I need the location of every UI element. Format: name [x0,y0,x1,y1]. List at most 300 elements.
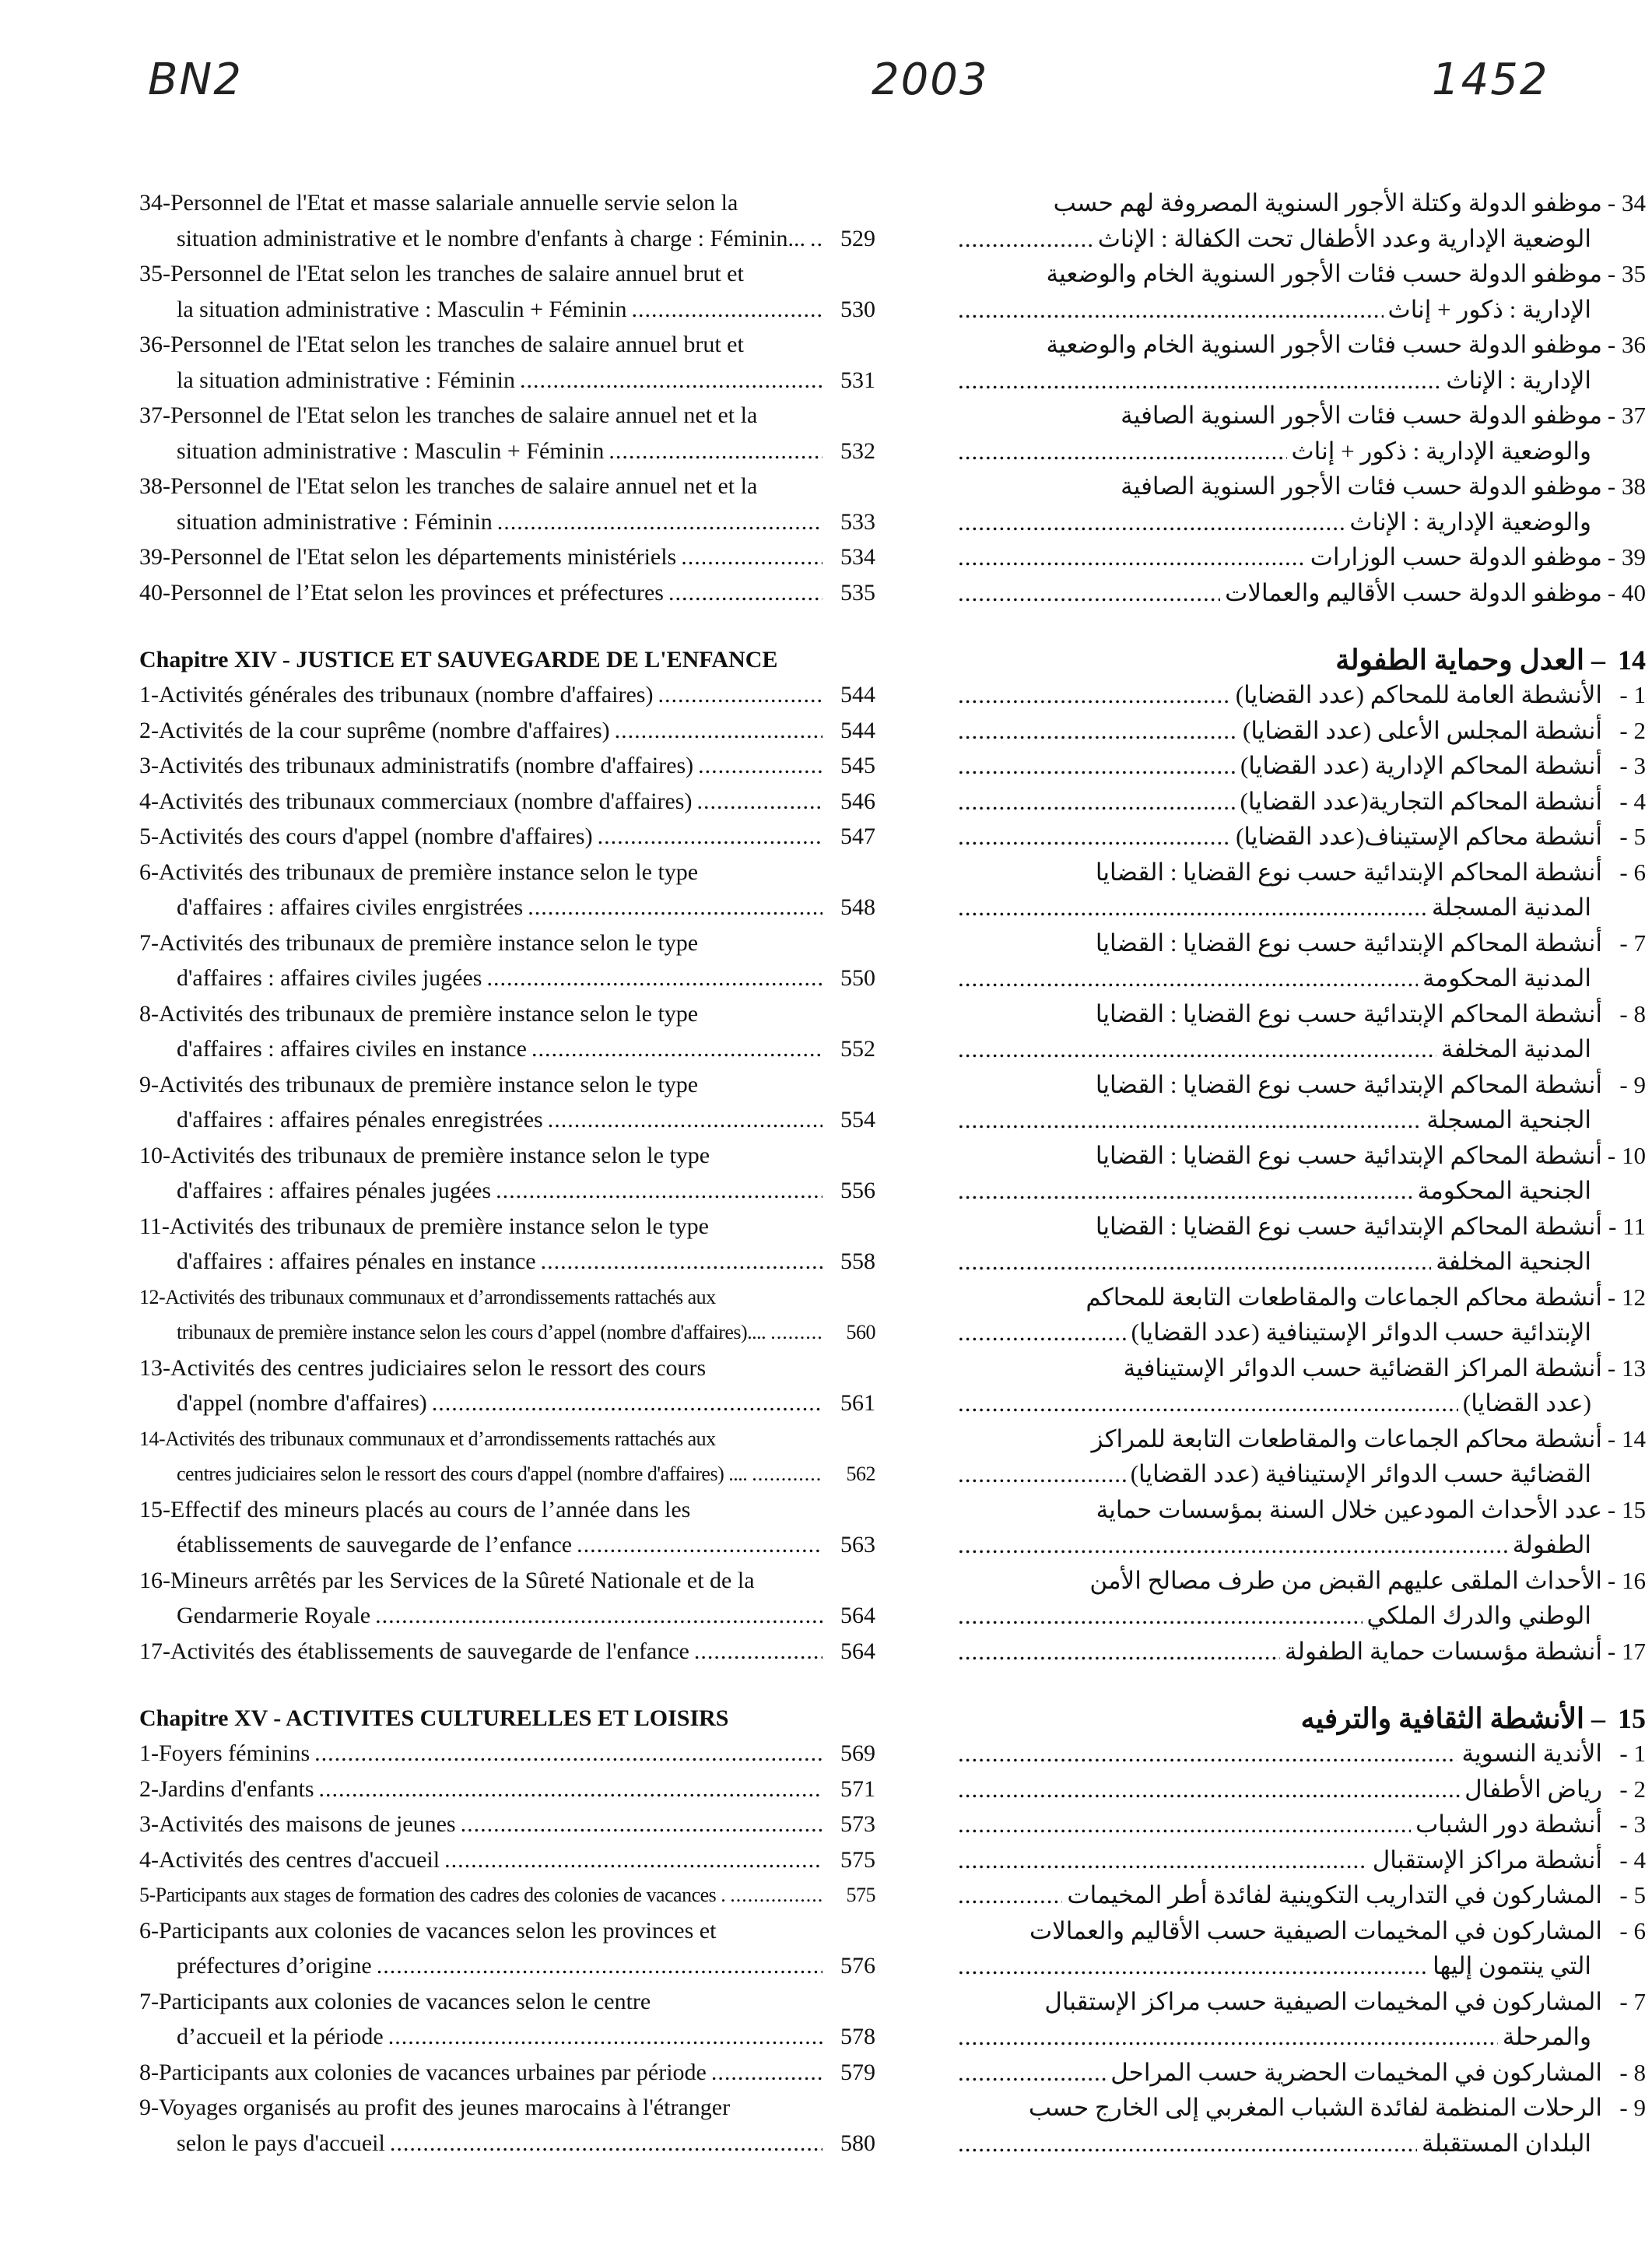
entry-number-ar: 40 - [1607,578,1646,606]
leader-dots [632,292,822,328]
page-number: 571 [840,1775,875,1802]
entry-line [128,2019,875,2055]
page-number: 580 [840,2130,875,2156]
toc-entry-ar [953,2055,1646,2091]
entry-title-text-ar: المدنية المحكومة [1422,964,1591,992]
leader-dots [658,677,822,713]
leader-dots [958,1598,1363,1634]
toc-entry-ar [953,1067,1646,1138]
toc-entry-ar [953,748,1646,784]
leader-dots [958,1173,1412,1209]
leader-dots [497,504,822,540]
entry-number-ar: 13 - [1607,1354,1646,1382]
leader-dots [711,2055,822,2091]
toc-entry-fr [128,1913,875,1984]
toc-entry-fr [128,2055,875,2091]
entry-title-text: situation administrative : Féminin [177,508,493,535]
leader-dots [388,2019,822,2055]
entry-title-text: selon le pays d'accueil [177,2130,385,2156]
entry-line-ar [953,221,1646,257]
entry-title-text-ar: أنشطة المحاكم الإبتدائية حسب نوع القضايا : القضايا [1095,1212,1602,1240]
leader-dots [528,890,822,925]
entry-title-text-ar: أنشطة محاكم الجماعات والمقاطعات التابعة للمحاكم [1086,1283,1602,1311]
leader-dots [958,292,1384,328]
leader-dots [770,1315,822,1350]
entry-line-ar [953,1315,1646,1350]
entry-title-text: 38-Personnel de l'Etat selon les tranches de salaire annuel net et la [139,473,758,499]
entry-line [128,504,875,540]
entry-title-text: établissements de sauvegarde de l’enfance [177,1532,573,1557]
page-number: 535 [840,579,875,606]
entry-line [128,1067,875,1103]
entry-line [128,398,875,434]
leader-dots [548,1102,822,1138]
entry-number-ar: 6 - [1619,1916,1646,1944]
entry-title-text: 7-Participants aux colonies de vacances selon le centre [139,1988,651,2014]
page-number: 545 [840,753,875,778]
entry-title-text: d'affaires : affaires civiles jugées [177,965,482,991]
entry-title-text: 6-Participants aux colonies de vacances selon les provinces et [139,1917,717,1944]
entry-line [128,819,875,855]
entry-line-ar [953,1492,1646,1528]
chapter-title-ar: – الأنشطة الثقافية والترفيه [1300,1703,1605,1734]
toc-entry-ar [953,539,1646,575]
page-number: 562 [846,1463,875,1485]
entry-line [128,748,875,784]
entry-title-text-ar: عدد الأحداث المودعين خلال السنة بمؤسسات حماية [1096,1495,1602,1523]
toc-entry-fr [128,1634,875,1670]
entry-line-ar [953,1067,1646,1103]
page-number: 544 [840,682,875,708]
page-number: 548 [840,894,875,920]
page-number: 530 [840,296,875,322]
leader-dots [520,363,822,399]
entry-line-ar [953,185,1646,221]
entry-line-ar [953,327,1646,363]
leader-dots [958,434,1287,469]
toc-entry-fr [128,713,875,749]
entry-line [128,1948,875,1984]
entry-number-ar: 16 - [1607,1566,1646,1594]
entry-number-ar: 1 - [1619,1740,1646,1767]
leader-dots [461,1807,822,1842]
entry-number-ar: 3 - [1619,752,1646,779]
entry-line [128,996,875,1032]
entry-line [128,1736,875,1772]
leader-dots [958,1031,1436,1067]
toc-entry-fr [128,1209,875,1280]
entry-line [128,1102,875,1138]
entry-line [128,2126,875,2161]
leader-dots [314,1736,822,1772]
entry-title-text-ar: الطفولة [1512,1531,1591,1558]
entry-line-ar [953,1598,1646,1634]
entry-title-text: tribunaux de première instance selon les cours d’appel (nombre d'affaires).... [177,1321,766,1343]
entry-title-text: 1-Foyers féminins [139,1740,310,1766]
entry-line-ar [953,2019,1646,2055]
entry-title-text: 5-Activités des cours d'appel (nombre d'affaires) [139,823,593,849]
entry-line-ar [953,1527,1646,1563]
entry-title-text: 2-Activités de la cour suprême (nombre d'affaires) [139,717,610,743]
entry-title-text: 17-Activités des établissements de sauvegarde de l'enfance [139,1638,689,1664]
toc-entry-fr [128,539,875,575]
entry-line-ar [953,398,1646,434]
handwritten-year: 2003 [872,54,989,105]
entry-number-ar: 11 - [1608,1212,1646,1240]
toc-entry-fr [128,1421,875,1492]
page-number: 561 [840,1390,875,1416]
section-ar [953,643,1646,1669]
section-ar [953,1701,1646,2161]
leader-dots [541,1244,822,1280]
entry-number-ar: 9 - [1619,2094,1646,2121]
entry-title-text: situation administrative et le nombre d'enfants à charge : Féminin... [177,225,805,251]
leader-dots [681,539,822,575]
leader-dots [958,1315,1127,1350]
entry-line-ar [953,1244,1646,1280]
toc-entry-fr [128,1807,875,1842]
leader-dots [694,1634,822,1670]
entry-line-ar [953,1456,1646,1492]
page-number: 578 [840,2024,875,2049]
entry-title-text: 6-Activités des tribunaux de première instance selon le type [139,859,699,885]
entry-title-text: la situation administrative : Masculin + Féminin [177,296,627,322]
entry-line [128,363,875,399]
entry-title-text: 4-Activités des tribunaux commerciaux (nombre d'affaires) [139,788,693,814]
section-fr [128,643,875,1669]
entry-line-ar [953,1736,1646,1772]
toc-entry-fr [128,1842,875,1878]
leader-dots [958,1527,1508,1563]
entry-title-text-ar: الوطني والدرك الملكي [1366,1602,1591,1629]
entry-number-ar: 4 - [1619,787,1646,815]
entry-title-text-ar: المدنية المسجلة [1431,894,1591,921]
entry-line-ar [953,1634,1646,1670]
entry-title-text: d'affaires : affaires pénales jugées [177,1178,492,1203]
toc-entry-ar [953,819,1646,855]
entry-line [128,1984,875,2020]
entry-line-ar [953,1421,1646,1457]
entry-title-text: d'affaires : affaires civiles en instance [177,1036,527,1062]
chapter-number-ar: 14 [1618,644,1646,676]
leader-dots [958,575,1220,611]
toc-entry-ar [953,784,1646,820]
leader-dots [958,363,1441,399]
entry-line-ar [953,677,1646,713]
entry-title-text-ar: المشاركون في التداريب التكوينية لفائدة أطر المخيمات [1067,1881,1602,1909]
page-number: 533 [840,508,875,535]
entry-title-text: centres judiciaires selon le ressort des cours d'appel (nombre d'affaires) .... [177,1463,748,1485]
entry-title-text-ar: أنشطة المحاكم الإبتدائية حسب نوع القضايا : القضايا [1095,929,1602,957]
entry-title-text-ar: الوضعية الإدارية وعدد الأطفال تحت الكفالة : الإناث [1097,224,1591,252]
entry-line [128,469,875,504]
toc-entry-ar [953,1634,1646,1670]
entry-title-text: 39-Personnel de l'Etat selon les départements ministériels [139,544,677,570]
entry-title-text-ar: والوضعية الإدارية : الإناث [1349,507,1591,536]
entry-title-text-ar: الأنشطة العامة للمحاكم (عدد القضايا) [1235,681,1602,708]
entry-title-text-ar: موظفو الدولة حسب الأقاليم والعمالات [1225,578,1602,606]
toc-entry-ar [953,925,1646,996]
toc-entry-fr [128,677,875,713]
entry-number-ar: 37 - [1607,402,1646,429]
page-number: 560 [846,1321,875,1343]
page-number: 550 [840,965,875,991]
entry-number-ar: 35 - [1607,260,1646,287]
toc-entry-ar [953,996,1646,1067]
entry-title-text-ar: الأحداث الملقى عليهم القبض من طرف مصالح الأمن [1089,1566,1602,1594]
entry-title-text: 37-Personnel de l'Etat selon les tranches de salaire annuel net et la [139,402,758,428]
toc-entry-fr [128,575,875,611]
entry-line [128,1350,875,1386]
entry-number-ar: 10 - [1607,1141,1646,1169]
entry-line-ar [953,1280,1646,1315]
entry-title-text: d'affaires : affaires pénales enregistrées [177,1107,543,1132]
entry-number-ar: 9 - [1619,1070,1646,1098]
chapter-number-ar: 15 [1618,1703,1646,1734]
toc-entry-fr [128,1138,875,1209]
entry-title-text-ar: البلدان المستقبلة [1422,2129,1591,2157]
toc-entry-fr [128,748,875,784]
entry-number-ar: 4 - [1619,1845,1646,1873]
entry-line [128,1913,875,1949]
entry-title-text-ar: أنشطة دور الشباب [1415,1810,1602,1838]
entry-line-ar [953,996,1646,1032]
entry-title-text-ar: أنشطة مؤسسات حماية الطفولة [1284,1637,1602,1665]
entry-number-ar: 7 - [1619,1987,1646,2015]
page-number: 558 [840,1248,875,1274]
leader-dots [496,1173,822,1209]
entry-line [128,327,875,363]
entry-number-ar: 2 - [1619,716,1646,744]
entry-title-text: 2-Jardins d'enfants [139,1775,314,1802]
entry-line-ar [953,819,1646,855]
entry-line-ar [953,925,1646,961]
entry-title-text-ar: أنشطة محاكم الإستيناف(عدد القضايا) [1236,823,1602,850]
entry-number-ar: 5 - [1619,823,1646,850]
entry-line-ar [953,890,1646,925]
toc-entry-fr [128,1984,875,2055]
entry-title-text-ar: الإدارية : الإناث [1446,366,1591,394]
toc-entry-ar [953,1913,1646,1984]
entry-line [128,221,875,257]
entry-line-ar [953,960,1646,996]
entry-title-text: 10-Activités des tribunaux de première instance selon le type [139,1142,710,1168]
toc-entry-fr [128,398,875,469]
entry-title-text-ar: المدنية المخلفة [1440,1035,1591,1062]
entry-line [128,1563,875,1599]
handwritten-code-left: BN2 [148,54,243,105]
entry-line [128,539,875,575]
entry-title-text-ar: موظفو الدولة حسب فئات الأجور السنوية الخام والوضعية [1046,260,1602,287]
toc-entry-fr [128,1736,875,1772]
entry-title-text: 7-Activités des tribunaux de première instance selon le type [139,929,699,956]
toc-entry-ar [953,1842,1646,1878]
entry-line-ar [953,292,1646,328]
entry-number-ar: 2 - [1619,1775,1646,1803]
entry-number-ar: 8 - [1619,2058,1646,2086]
entry-line-ar [953,575,1646,611]
toc-entry-ar [953,855,1646,925]
entry-line-ar [953,1173,1646,1209]
toc-entry-fr [128,256,875,327]
entry-line-ar [953,504,1646,540]
entry-number-ar: 34 - [1607,189,1646,216]
toc-entry-ar [953,327,1646,398]
entry-title-text: Gendarmerie Royale [177,1603,371,1628]
toc-entry-ar [953,1563,1646,1634]
toc-entry-ar [953,1209,1646,1280]
entry-title-text: 9-Activités des tribunaux de première instance selon le type [139,1071,699,1097]
entry-title-text: 35-Personnel de l'Etat selon les tranches de salaire annuel brut et [139,261,744,286]
toc-entry-ar [953,1421,1646,1492]
toc-entry-ar [953,1138,1646,1209]
entry-line [128,185,875,221]
entry-line [128,855,875,890]
entry-title-text: 9-Voyages organisés au profit des jeunes marocains à l'étranger [139,2095,731,2120]
leader-dots [958,1948,1428,1984]
entry-title-text: 11-Activités des tribunaux de première instance selon le type [139,1213,709,1239]
entry-title-text-ar: أنشطة المحاكم الإبتدائية حسب نوع القضايا : القضايا [1095,1141,1602,1169]
entry-title-text-ar: المشاركون في المخيمات الصيفية حسب الأقاليم والعمالات [1029,1916,1602,1944]
entry-line [128,1280,875,1315]
entry-line-ar [953,2126,1646,2161]
leader-dots [598,819,822,855]
entry-line [128,1138,875,1174]
entry-line-ar [953,1385,1646,1421]
entry-line-ar [953,855,1646,890]
entry-title-text-ar: التي ينتمون إليها [1433,1952,1591,1979]
entry-title-text-ar: الجنحية المخلفة [1436,1248,1591,1275]
leader-dots [958,677,1231,713]
page-number: 544 [840,717,875,743]
entry-title-text-ar: الأندية النسوية [1461,1740,1602,1767]
entry-line [128,1421,875,1457]
leader-dots [577,1527,822,1563]
entry-title-text-ar: الجنحية المسجلة [1426,1106,1591,1133]
entry-line [128,1634,875,1670]
entry-line-ar [953,1031,1646,1067]
leader-dots [958,1877,1062,1913]
entry-title-text-ar: أنشطة مراكز الإستقبال [1372,1845,1602,1873]
entry-line-ar [953,469,1646,504]
leader-dots [958,1807,1411,1842]
toc-entry-ar [953,1772,1646,1807]
entry-line [128,713,875,749]
french-contents-column [128,185,875,2193]
entry-title-text-ar: أنشطة المجلس الأعلى (عدد القضايا) [1243,716,1602,744]
toc-entry-ar [953,713,1646,749]
leader-dots [432,1385,822,1421]
entry-title-text: la situation administrative : Féminin [177,367,515,393]
entry-number-ar: 17 - [1607,1637,1646,1665]
leader-dots [958,504,1345,540]
page-number: 564 [840,1638,875,1664]
entry-title-text-ar: القضائية حسب الدوائر الإستينافية (عدد القضايا) [1130,1460,1591,1487]
page-number: 552 [840,1036,875,1062]
entry-line-ar [953,256,1646,292]
toc-entry-fr [128,784,875,820]
leader-dots [958,2126,1417,2161]
toc-entry-ar [953,398,1646,469]
entry-line [128,1877,875,1913]
chapter-heading-fr: Chapitre XV - ACTIVITES CULTURELLES ET LOISIRS [139,1705,729,1731]
entry-title-text-ar: أنشطة محاكم الجماعات والمقاطعات التابعة للمراكز [1091,1424,1602,1452]
entry-line-ar [953,363,1646,399]
leader-dots [958,1842,1368,1878]
entry-title-text: 8-Activités des tribunaux de première instance selon le type [139,1000,699,1027]
entry-title-text-ar: الإدارية : ذكور + إناث [1387,295,1591,323]
entry-title-text-ar: والوضعية الإدارية : ذكور + إناث [1291,437,1591,465]
entry-title-text: 3-Activités des maisons de jeunes [139,1811,456,1837]
entry-title-text-ar: موظفو الدولة حسب الوزارات [1310,543,1602,571]
toc-entry-ar [953,677,1646,713]
entry-line-ar [953,1984,1646,2020]
toc-entry-fr [128,185,875,256]
entry-number-ar: 5 - [1619,1881,1646,1909]
entry-line [128,677,875,713]
toc-entry-fr [128,2090,875,2161]
leader-dots [609,434,822,469]
leader-dots [958,539,1306,575]
page-number: 546 [840,788,875,814]
leader-dots [615,713,822,749]
leader-dots [958,1385,1458,1421]
entry-line-ar [953,434,1646,469]
entry-line-ar [953,1102,1646,1138]
entry-title-text-ar: المشاركون في المخيمات الحضرية حسب المراحل [1110,2058,1602,2086]
entry-title-text-ar: موظفو الدولة وكتلة الأجور السنوية المصروفة لهم حسب [1053,189,1602,216]
section-ar [953,185,1646,610]
entry-line [128,1772,875,1807]
leader-dots [958,819,1231,855]
handwritten-code-right: 1452 [1432,54,1549,105]
entry-line [128,784,875,820]
section-fr [128,185,875,610]
leader-dots [958,1772,1460,1807]
entry-title-text: 40-Personnel de l’Etat selon les provinces et préfectures [139,579,664,606]
entry-line [128,925,875,961]
entry-line-ar [953,713,1646,749]
toc-entry-ar [953,1492,1646,1563]
entry-title-text: 15-Effectif des mineurs placés au cours de l’année dans les [139,1496,691,1522]
entry-title-text-ar: الرحلات المنظمة لفائدة الشباب المغربي إلى الخارج حسب [1028,2094,1602,2121]
toc-entry-fr [128,996,875,1067]
toc-entry-ar [953,1877,1646,1913]
toc-entry-ar [953,256,1646,327]
entry-title-text-ar: والمرحلة [1502,2023,1591,2050]
entry-line-ar [953,1563,1646,1599]
leader-dots [319,1772,822,1807]
page-number: 534 [840,544,875,570]
toc-entry-fr [128,1492,875,1563]
leader-dots [531,1031,822,1067]
chapter-heading-fr: Chapitre XIV - JUSTICE ET SAUVEGARDE DE L'ENFANCE [139,647,778,672]
toc-entry-fr [128,469,875,539]
toc-entry-ar [953,1736,1646,1772]
entry-line [128,1031,875,1067]
entry-line-ar [953,1913,1646,1949]
entry-line-ar [953,2090,1646,2126]
leader-dots [486,960,822,996]
leader-dots [958,2055,1106,2091]
entry-title-text-ar: الإبتدائية حسب الدوائر الإستينافية (عدد القضايا) [1131,1319,1591,1346]
toc-entry-fr [128,1280,875,1350]
entry-line [128,2055,875,2091]
page-number: 547 [840,823,875,849]
entry-number-ar: 38 - [1607,472,1646,500]
leader-dots [752,1456,822,1492]
page-number: 532 [840,437,875,464]
